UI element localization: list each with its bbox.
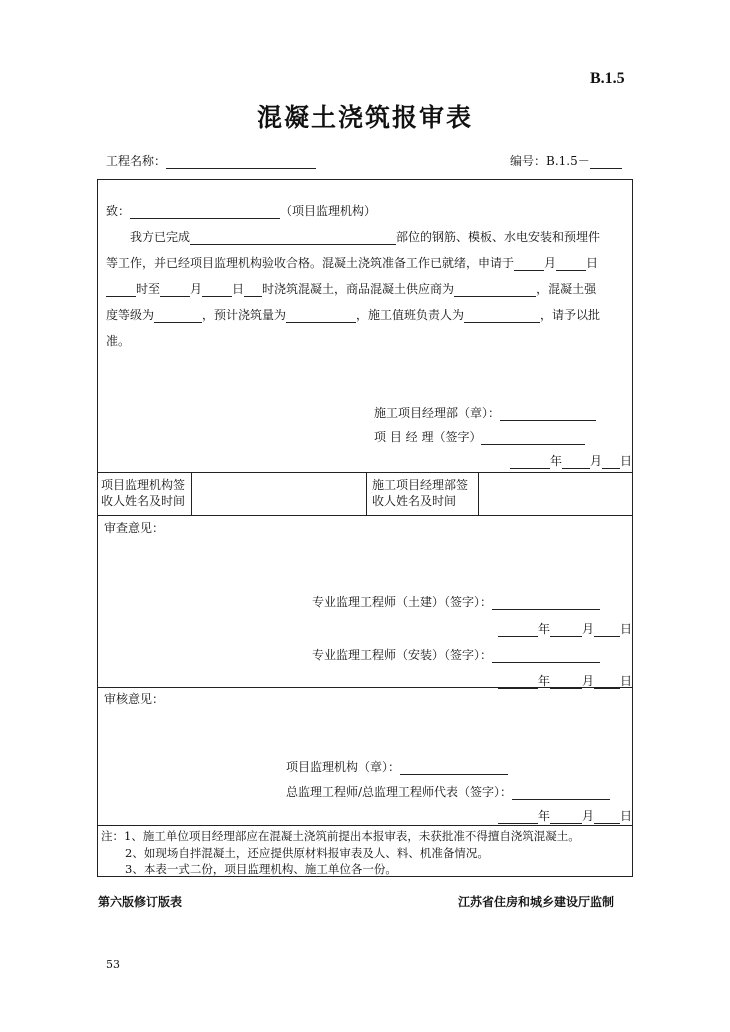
project-name-field[interactable] — [166, 156, 316, 169]
body-text: 时浇筑混凝土，商品混凝土供应商为 — [262, 282, 455, 296]
day-label: 日 — [620, 809, 633, 823]
month-label: 月 — [582, 809, 595, 823]
month-label: 月 — [582, 622, 595, 636]
body-line-1 — [130, 228, 600, 245]
contractor-dept-row — [374, 404, 596, 421]
year-label: 年 — [538, 674, 551, 688]
review-heading: 审查意见： — [104, 521, 165, 535]
supervisor-receipt-field[interactable] — [192, 473, 365, 515]
body-text: ，预计浇筑量为 — [202, 308, 287, 322]
receipt-label-line: 施工项目经理部签 — [372, 478, 469, 492]
body-text: 度等级为 — [106, 308, 155, 322]
civil-engineer-row — [312, 593, 600, 610]
day-field[interactable] — [594, 624, 620, 637]
pour-volume-field[interactable] — [286, 310, 356, 323]
year-label: 年 — [538, 809, 551, 823]
chief-engineer-label: 总监理工程师/总监理工程师代表（签字）： — [286, 785, 513, 799]
body-text: ，施工值班负责人为 — [356, 308, 465, 322]
contractor-dept-field[interactable] — [500, 408, 596, 421]
month-label: 月 — [582, 674, 595, 688]
divider — [98, 687, 632, 688]
form-number-label: 编号：B.1.5－ — [510, 154, 590, 168]
completed-part-field[interactable] — [190, 232, 396, 245]
supplier-field[interactable] — [454, 284, 536, 297]
supervision-org-label: 项目监理机构（章）： — [286, 760, 401, 774]
year-field[interactable] — [510, 456, 550, 469]
footer-issuer: 江苏省住房和城乡建设厅监制 — [458, 895, 615, 909]
year-label: 年 — [550, 454, 563, 468]
contractor-receipt-field[interactable] — [479, 473, 633, 515]
day-field[interactable] — [594, 811, 620, 824]
body-text: 时至 — [136, 282, 161, 296]
year-field[interactable] — [498, 811, 538, 824]
receipt-label-line: 收人姓名及时间 — [372, 494, 457, 508]
start-hour-field[interactable] — [106, 284, 136, 297]
supervision-org-field[interactable] — [400, 762, 508, 775]
civil-engineer-label: 专业监理工程师（土建）（签字）： — [312, 595, 493, 609]
body-text: 日 — [232, 282, 245, 296]
supervision-org-row — [286, 758, 508, 775]
divider — [98, 515, 632, 516]
note-1: 注：1、施工单位项目经理部应在混凝土浇筑前提出本报审表，未获批准不得擅自浇筑混凝土。 — [101, 829, 580, 843]
month-label: 月 — [590, 454, 603, 468]
end-hour-field[interactable] — [244, 284, 262, 297]
approval-heading: 审核意见： — [104, 692, 165, 706]
body-text: ，请予以批 — [540, 308, 601, 322]
to-suffix: （项目监理机构） — [280, 204, 377, 218]
page-number: 53 — [106, 958, 120, 971]
month-field[interactable] — [550, 624, 582, 637]
year-label: 年 — [538, 622, 551, 636]
body-text: 部位的钢筋、模板、水电安装和预埋件 — [396, 230, 601, 244]
body-text: 月 — [544, 256, 557, 270]
body-text: ，混凝土强 — [536, 282, 597, 296]
body-text: 日 — [586, 256, 599, 270]
divider — [366, 472, 367, 515]
form-code: B.1.5 — [590, 70, 625, 87]
review-date-row-1 — [498, 620, 632, 637]
note-3: 3、本表一式二份，项目监理机构、施工单位各一份。 — [125, 862, 397, 876]
form-table — [97, 179, 633, 877]
end-month-field[interactable] — [160, 284, 190, 297]
to-line — [106, 202, 376, 219]
day-label: 日 — [620, 454, 633, 468]
body-line-5: 准。 — [106, 334, 131, 348]
body-line-4 — [106, 306, 600, 323]
divider — [98, 825, 632, 826]
form-number-field[interactable] — [590, 156, 622, 169]
project-manager-row — [374, 428, 585, 445]
to-label: 致： — [106, 204, 131, 218]
page-title: 混凝土浇筑报审表 — [256, 103, 473, 132]
day-field[interactable] — [602, 456, 620, 469]
body-text: 等工作，并已经项目监理机构验收合格。混凝土浇筑准备工作已就绪，申请于 — [106, 256, 515, 270]
application-date-row — [510, 452, 632, 469]
body-text: 我方已完成 — [130, 230, 191, 244]
project-name-label: 工程名称： — [106, 154, 167, 168]
chief-engineer-field[interactable] — [512, 787, 610, 800]
body-line-3 — [106, 280, 596, 297]
install-engineer-label: 专业监理工程师（安装）（签字）： — [312, 648, 493, 662]
strength-grade-field[interactable] — [154, 310, 202, 323]
project-name-row — [106, 152, 316, 169]
start-day-field[interactable] — [556, 258, 586, 271]
month-field[interactable] — [562, 456, 590, 469]
note-2: 2、如现场自拌混凝土，还应提供原材料报审表及人、料、机准备情况。 — [125, 846, 489, 860]
duty-person-field[interactable] — [464, 310, 540, 323]
start-month-field[interactable] — [514, 258, 544, 271]
to-field[interactable] — [130, 206, 280, 219]
body-line-2 — [106, 254, 598, 271]
install-engineer-row — [312, 646, 600, 663]
contractor-dept-label: 施工项目经理部（章）： — [374, 406, 501, 420]
approval-date-row — [498, 807, 632, 824]
year-field[interactable] — [498, 624, 538, 637]
contractor-receipt-label — [372, 477, 468, 509]
civil-engineer-field[interactable] — [492, 597, 600, 610]
receipt-label-line: 收人姓名及时间 — [101, 494, 186, 508]
install-engineer-field[interactable] — [492, 650, 600, 663]
day-label: 日 — [620, 674, 633, 688]
receipt-label-line: 项目监理机构签 — [101, 478, 186, 492]
month-field[interactable] — [550, 811, 582, 824]
project-manager-label: 项 目 经 理（签字） — [374, 430, 482, 444]
end-day-field[interactable] — [202, 284, 232, 297]
day-label: 日 — [620, 622, 633, 636]
body-text: 月 — [190, 282, 203, 296]
supervisor-receipt-label — [101, 477, 185, 509]
footer-edition: 第六版修订版表 — [98, 895, 183, 909]
project-manager-field[interactable] — [481, 432, 585, 445]
chief-engineer-row — [286, 783, 610, 800]
form-number-row — [510, 152, 622, 169]
